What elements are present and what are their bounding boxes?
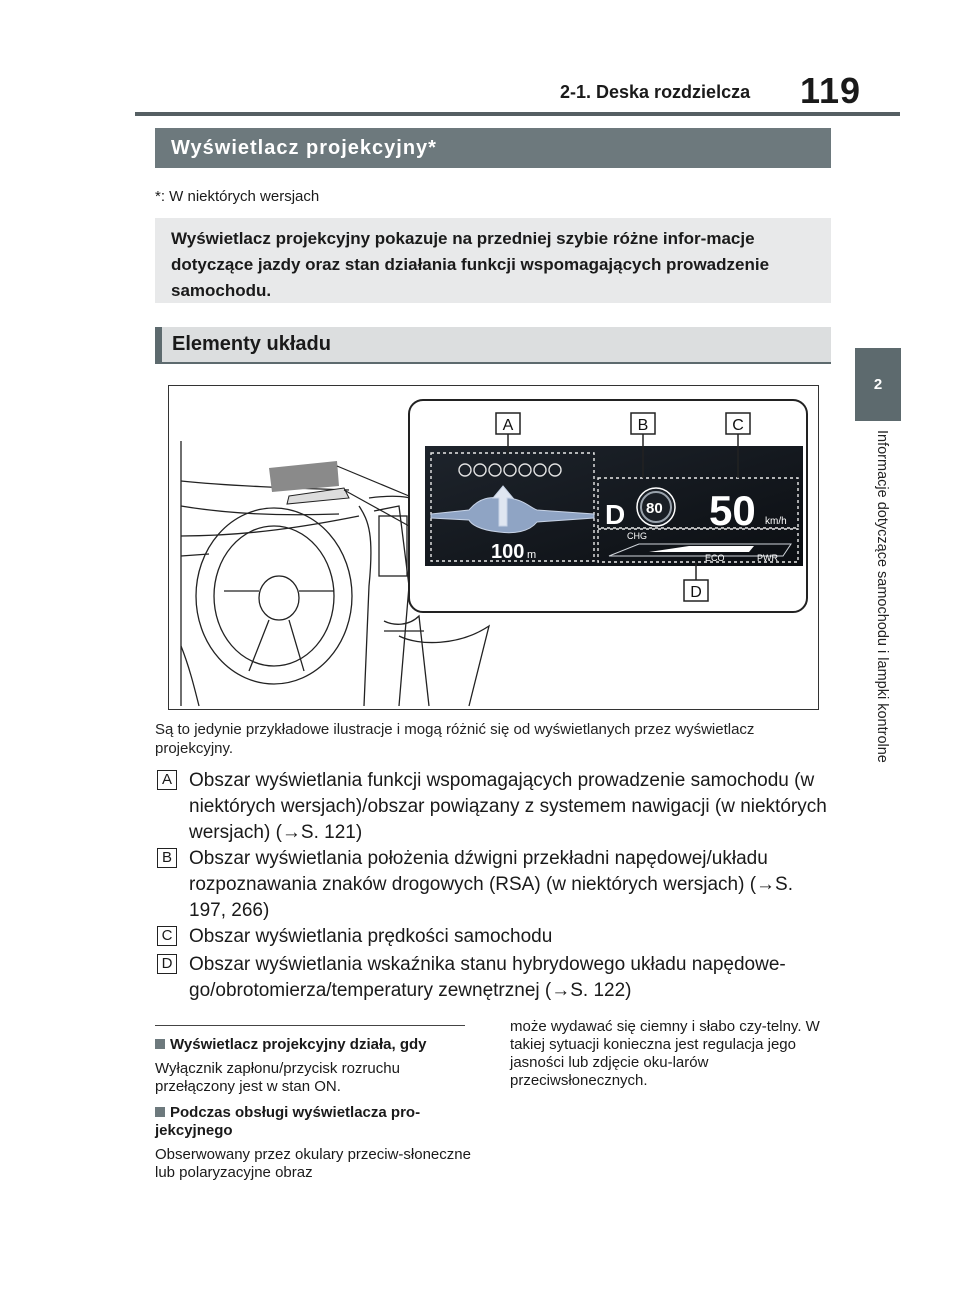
- note-text: może wydawać się ciemny i słabo czy-telny. W takiej sytuacji konieczna jest regulacja jego jasności lub zdjęcie oku-larów przeciwsłonecznych.: [510, 1018, 820, 1089]
- hud-illustration: [168, 385, 819, 710]
- section-separator: [155, 1025, 465, 1026]
- page-title: Wyświetlacz projekcyjny*: [171, 136, 437, 159]
- page-number: 119: [800, 70, 862, 111]
- chapter-number: 2: [873, 376, 883, 393]
- note-text: Obserwowany przez okulary przeciw-słoneczne lub polaryzacyjne obraz: [155, 1146, 471, 1181]
- speed-sign-value: 80: [646, 500, 663, 517]
- note-heading: Wyświetlacz projekcyjny działa, gdy: [155, 1036, 475, 1054]
- item-text: Obszar wyświetlania położenia dźwigni przekładni napędowej/układu rozpoznawania znaków drogowych (RSA) (w niektórych wersjach) (→S. 197, 266): [189, 848, 794, 921]
- item-text: Obszar wyświetlania funkcji wspomagających prowadzenie samochodu (w niektórych wersjach)/obszar powiązany z systemem nawigacji (w niektórych wersjach) (→S. 121): [189, 770, 827, 843]
- bullet-square-icon: [155, 1107, 165, 1117]
- pwr-label: PWR: [757, 553, 778, 563]
- left-column: [155, 1036, 475, 1182]
- eco-label: ECO: [705, 553, 725, 563]
- callout-d: D: [690, 584, 702, 601]
- figure-caption: Są to jedynie przykładowe ilustracje i mogą różnić się od wyświetlanych przez wyświetlacz projekcyjny.: [155, 721, 755, 757]
- section-subheading: Elementy układu: [155, 327, 831, 364]
- title-bar: [155, 128, 831, 168]
- speed-value: 50: [709, 487, 756, 534]
- note-text: Wyłącznik zapłonu/przycisk rozruchu przełączony jest w stan ON.: [155, 1060, 400, 1095]
- callout-c: C: [732, 417, 744, 434]
- chapter-tab: [855, 348, 901, 421]
- callout-a: A: [502, 417, 514, 434]
- chg-label: CHG: [627, 531, 647, 541]
- footnote: *: W niektórych wersjach: [155, 188, 320, 205]
- section-header: 2-1. Deska rozdzielcza: [560, 82, 751, 102]
- callout-b: B: [637, 417, 649, 434]
- dashboard-drawing: [169, 386, 820, 711]
- item-text: Obszar wyświetlania wskaźnika stanu hybrydowego układu napędowe-go/obrotomierza/temperatury zewnętrznej (→S. 122): [189, 954, 786, 1001]
- distance-unit: m: [527, 549, 537, 561]
- item-letter: B: [157, 848, 177, 868]
- chapter-label: Informacje dotyczące samochodu i lampki kontrolne: [874, 430, 890, 763]
- distance-value: 100: [491, 541, 525, 563]
- bullet-square-icon: [155, 1039, 165, 1049]
- item-letter: D: [157, 954, 177, 974]
- item-letter: C: [157, 926, 177, 946]
- header-rule: [135, 112, 900, 116]
- right-column: [510, 1018, 830, 1090]
- speed-unit: km/h: [765, 516, 787, 527]
- note-heading: Podczas obsługi wyświetlacza pro-jekcyjnego: [155, 1104, 421, 1139]
- item-text: Obszar wyświetlania prędkości samochodu: [189, 926, 553, 947]
- gear-indicator: D: [605, 499, 626, 530]
- intro-box: Wyświetlacz projekcyjny pokazuje na przedniej szybie różne infor-macje dotyczące jazdy oraz stan działania funkcji wspomagających prowadzenie samochodu.: [155, 218, 831, 303]
- item-letter: A: [157, 770, 177, 790]
